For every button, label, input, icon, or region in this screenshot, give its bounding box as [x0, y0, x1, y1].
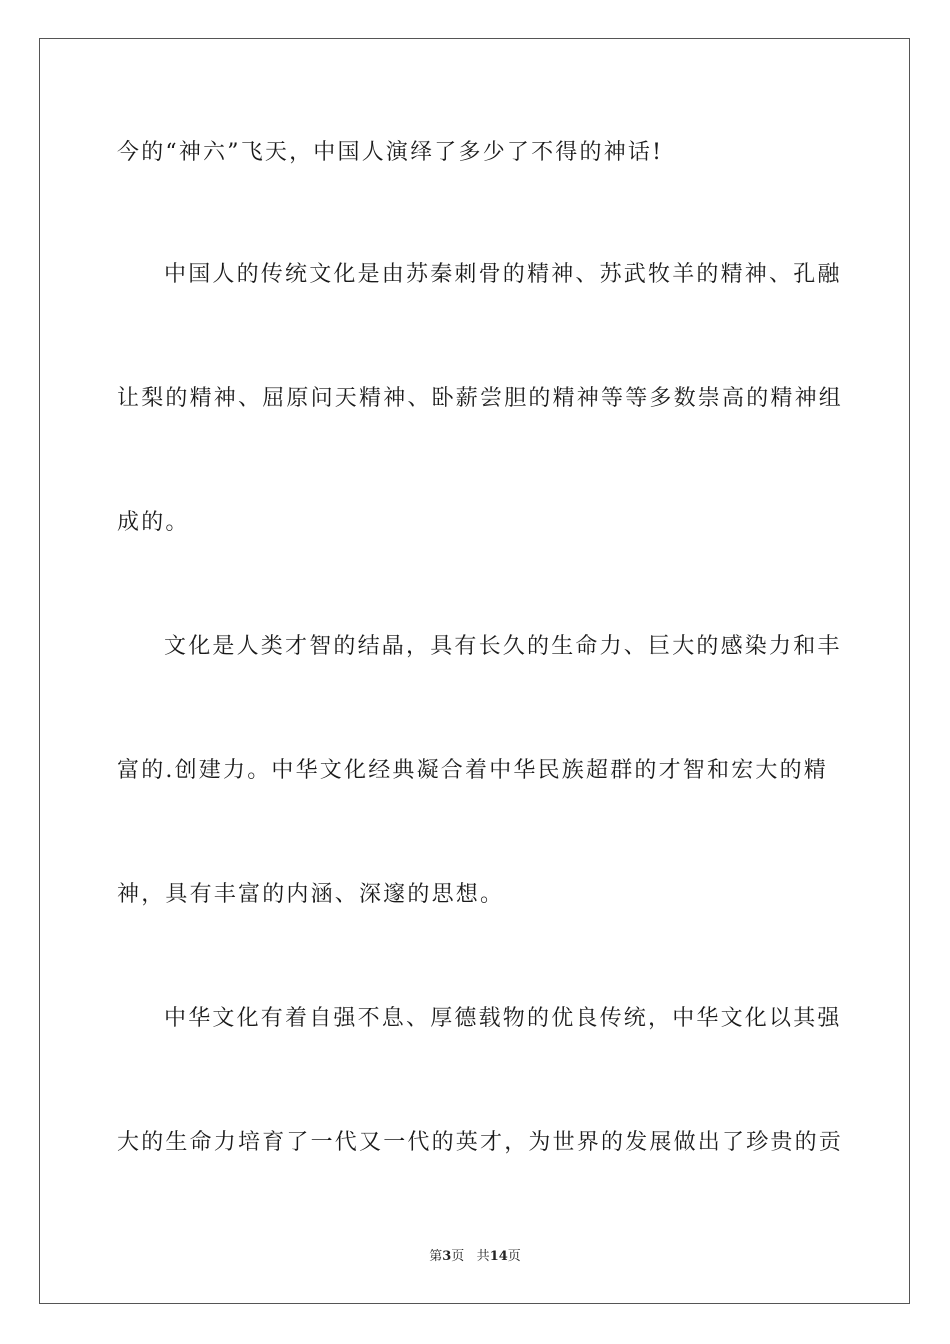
text-line-6: 富的.创建力。中华文化经典凝合着中华民族超群的才智和宏大的精: [117, 758, 828, 783]
text-line-4: 成的。: [117, 510, 190, 535]
text-line-7: 神，具有丰富的内涵、深邃的思想。: [117, 882, 505, 907]
total-suffix: 页: [507, 1249, 521, 1264]
text-line-3: 让梨的精神、屈原问天精神、卧薪尝胆的精神等等多数崇高的精神组: [117, 386, 844, 411]
page-frame: [39, 38, 910, 1304]
total-pages: 14: [489, 1249, 508, 1264]
page-number: 3: [442, 1249, 452, 1264]
page-prefix: 第: [429, 1249, 443, 1264]
page-footer: [0, 1245, 950, 1264]
text-line-9: 大的生命力培育了一代又一代的英才，为世界的发展做出了珍贵的贡: [117, 1130, 844, 1155]
text-line-2: 中国人的传统文化是由苏秦刺骨的精神、苏武牧羊的精神、孔融: [164, 262, 842, 287]
page-suffix: 页: [451, 1249, 465, 1264]
total-prefix: 共: [476, 1249, 490, 1264]
text-line-1: 今的“神六”飞天，中国人演绎了多少了不得的神话!: [117, 140, 664, 165]
text-line-5: 文化是人类才智的结晶，具有长久的生命力、巨大的感染力和丰: [164, 634, 842, 659]
text-line-8: 中华文化有着自强不息、厚德载物的优良传统，中华文化以其强: [164, 1006, 842, 1031]
